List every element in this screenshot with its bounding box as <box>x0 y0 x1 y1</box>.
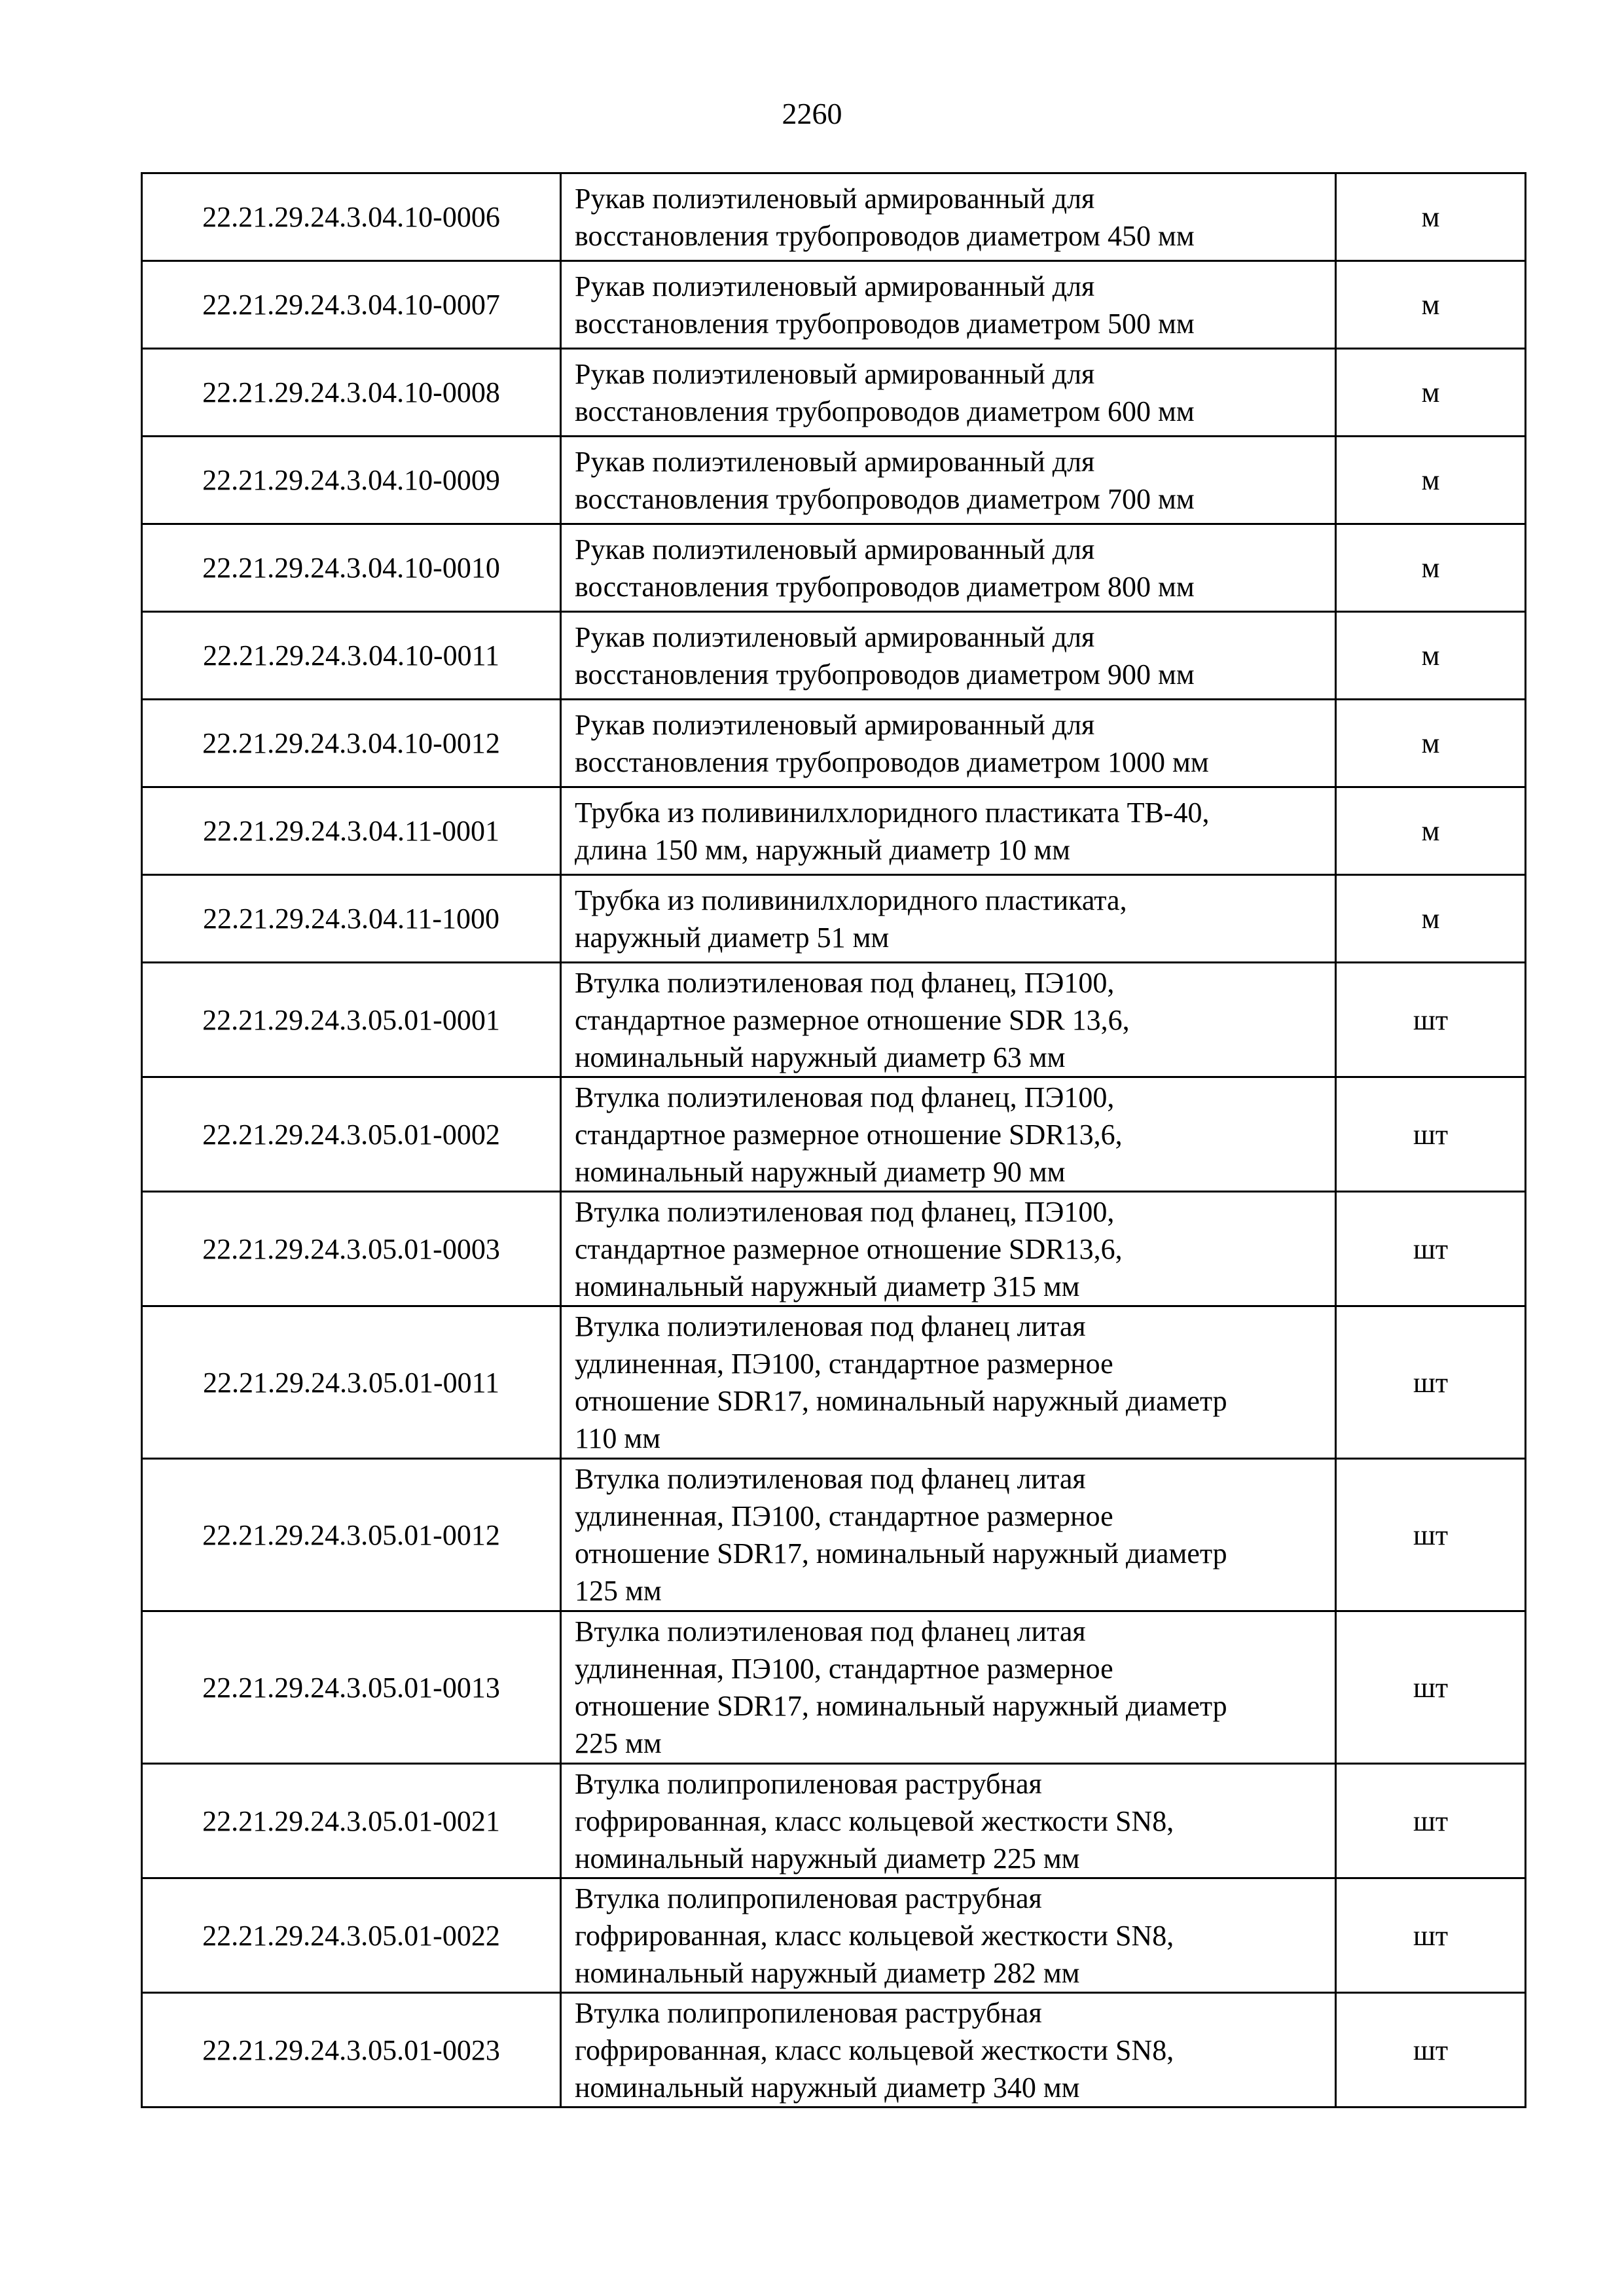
item-unit: м <box>1336 437 1526 524</box>
item-unit: м <box>1336 173 1526 261</box>
item-description-line: восстановления трубопроводов диаметром 1000 мм <box>575 745 1209 778</box>
item-description-line: 125 мм <box>575 1575 662 1607</box>
item-description-line: Втулка полипропиленовая раструбная <box>575 1882 1042 1914</box>
item-description <box>561 1764 1336 1878</box>
item-description <box>561 787 1336 875</box>
item-description-line: восстановления трубопроводов диаметром 500 мм <box>575 307 1195 340</box>
item-description-line: номинальный наружный диаметр 225 мм <box>575 1842 1080 1874</box>
table-row <box>142 700 1526 787</box>
table-row <box>142 1077 1526 1192</box>
item-description-line: гофрированная, класс кольцевой жесткости SN8, <box>575 2034 1174 2066</box>
item-description-line: восстановления трубопроводов диаметром 700 мм <box>575 482 1195 515</box>
item-description-line: Рукав полиэтиленовый армированный для <box>575 620 1095 653</box>
item-code: 22.21.29.24.3.05.01-0023 <box>142 1993 561 2108</box>
item-unit: шт <box>1336 1611 1526 1764</box>
item-code: 22.21.29.24.3.04.11-0001 <box>142 787 561 875</box>
item-description-line: номинальный наружный диаметр 340 мм <box>575 2071 1080 2104</box>
item-description <box>561 963 1336 1077</box>
item-description <box>561 1611 1336 1764</box>
item-description <box>561 700 1336 787</box>
table-row <box>142 349 1526 437</box>
item-code: 22.21.29.24.3.05.01-0021 <box>142 1764 561 1878</box>
item-code: 22.21.29.24.3.05.01-0012 <box>142 1459 561 1611</box>
item-description-line: Рукав полиэтиленовый армированный для <box>575 533 1095 565</box>
table-row <box>142 1878 1526 1993</box>
table-row <box>142 524 1526 612</box>
catalog-table-body <box>142 173 1526 2108</box>
item-description-line: Втулка полиэтиленовая под фланец, ПЭ100, <box>575 966 1115 999</box>
table-row <box>142 1764 1526 1878</box>
item-code: 22.21.29.24.3.04.10-0008 <box>142 349 561 437</box>
item-description <box>561 1878 1336 1993</box>
table-row <box>142 1192 1526 1306</box>
item-description-line: восстановления трубопроводов диаметром 600 мм <box>575 395 1195 427</box>
item-unit: шт <box>1336 1993 1526 2108</box>
item-description-line: гофрированная, класс кольцевой жесткости SN8, <box>575 1804 1174 1837</box>
item-description-line: Рукав полиэтиленовый армированный для <box>575 270 1095 302</box>
item-unit: м <box>1336 261 1526 349</box>
item-description-line: восстановления трубопроводов диаметром 900 мм <box>575 658 1195 691</box>
item-description-line: Втулка полиэтиленовая под фланец литая <box>575 1615 1086 1647</box>
item-description-line: 110 мм <box>575 1422 661 1454</box>
item-unit: м <box>1336 787 1526 875</box>
item-description-line: удлиненная, ПЭ100, стандартное размерное <box>575 1348 1113 1380</box>
item-code: 22.21.29.24.3.05.01-0013 <box>142 1611 561 1764</box>
item-description <box>561 1993 1336 2108</box>
item-description-line: удлиненная, ПЭ100, стандартное размерное <box>575 1653 1113 1685</box>
item-description <box>561 349 1336 437</box>
table-row <box>142 173 1526 261</box>
item-description-line: номинальный наружный диаметр 315 мм <box>575 1270 1080 1302</box>
item-description-line: Трубка из поливинилхлоридного пластиката, <box>575 884 1127 916</box>
item-description-line: стандартное размерное отношение SDR13,6, <box>575 1232 1123 1265</box>
item-unit: м <box>1336 875 1526 963</box>
table-row <box>142 963 1526 1077</box>
item-description-line: Втулка полиэтиленовая под фланец литая <box>575 1463 1086 1495</box>
item-description-line: Трубка из поливинилхлоридного пластиката ТВ-40, <box>575 796 1210 829</box>
item-description <box>561 1192 1336 1306</box>
table-row <box>142 1459 1526 1611</box>
item-code: 22.21.29.24.3.04.10-0007 <box>142 261 561 349</box>
item-description-line: отношение SDR17, номинальный наружный диаметр <box>575 1385 1227 1417</box>
item-unit: м <box>1336 524 1526 612</box>
item-description-line: Рукав полиэтиленовый армированный для <box>575 182 1095 215</box>
item-code: 22.21.29.24.3.04.10-0010 <box>142 524 561 612</box>
item-description <box>561 1306 1336 1459</box>
item-unit: м <box>1336 700 1526 787</box>
item-unit: шт <box>1336 1459 1526 1611</box>
item-description <box>561 437 1336 524</box>
table-row <box>142 1611 1526 1764</box>
item-description-line: Рукав полиэтиленовый армированный для <box>575 708 1095 741</box>
item-description <box>561 1459 1336 1611</box>
item-code: 22.21.29.24.3.04.10-0006 <box>142 173 561 261</box>
item-description-line: Втулка полипропиленовая раструбная <box>575 1996 1042 2029</box>
item-unit: шт <box>1336 1878 1526 1993</box>
table-row <box>142 437 1526 524</box>
page-number: 2260 <box>782 97 842 130</box>
item-unit: шт <box>1336 1192 1526 1306</box>
item-code: 22.21.29.24.3.05.01-0003 <box>142 1192 561 1306</box>
item-description-line: Втулка полиэтиленовая под фланец, ПЭ100, <box>575 1081 1115 1113</box>
item-code: 22.21.29.24.3.05.01-0011 <box>142 1306 561 1459</box>
item-code: 22.21.29.24.3.04.10-0011 <box>142 612 561 700</box>
item-unit: шт <box>1336 963 1526 1077</box>
item-description <box>561 875 1336 963</box>
item-description <box>561 612 1336 700</box>
item-description-line: отношение SDR17, номинальный наружный диаметр <box>575 1690 1227 1722</box>
table-row <box>142 1993 1526 2108</box>
item-description-line: наружный диаметр 51 мм <box>575 921 890 954</box>
table-row <box>142 261 1526 349</box>
item-description-line: удлиненная, ПЭ100, стандартное размерное <box>575 1500 1113 1532</box>
item-code: 22.21.29.24.3.04.11-1000 <box>142 875 561 963</box>
item-description <box>561 173 1336 261</box>
item-unit: шт <box>1336 1306 1526 1459</box>
item-unit: м <box>1336 612 1526 700</box>
item-description-line: длина 150 мм, наружный диаметр 10 мм <box>575 833 1070 866</box>
item-description-line: гофрированная, класс кольцевой жесткости SN8, <box>575 1919 1174 1952</box>
item-description-line: восстановления трубопроводов диаметром 800 мм <box>575 570 1195 603</box>
item-code: 22.21.29.24.3.04.10-0012 <box>142 700 561 787</box>
item-code: 22.21.29.24.3.04.10-0009 <box>142 437 561 524</box>
item-description-line: номинальный наружный диаметр 282 мм <box>575 1956 1080 1989</box>
item-unit: шт <box>1336 1077 1526 1192</box>
item-description <box>561 261 1336 349</box>
item-description-line: стандартное размерное отношение SDR13,6, <box>575 1118 1123 1151</box>
table-row <box>142 612 1526 700</box>
item-code: 22.21.29.24.3.05.01-0002 <box>142 1077 561 1192</box>
item-description-line: Рукав полиэтиленовый армированный для <box>575 445 1095 478</box>
item-code: 22.21.29.24.3.05.01-0001 <box>142 963 561 1077</box>
item-description-line: Втулка полипропиленовая раструбная <box>575 1767 1042 1800</box>
table-row <box>142 787 1526 875</box>
table-row <box>142 1306 1526 1459</box>
item-description-line: стандартное размерное отношение SDR 13,6, <box>575 1003 1130 1036</box>
catalog-table <box>141 172 1526 2108</box>
item-description <box>561 524 1336 612</box>
item-description-line: номинальный наружный диаметр 63 мм <box>575 1041 1066 1073</box>
item-description-line: 225 мм <box>575 1727 662 1759</box>
table-row <box>142 875 1526 963</box>
item-unit: м <box>1336 349 1526 437</box>
item-description-line: Рукав полиэтиленовый армированный для <box>575 357 1095 390</box>
item-description-line: Втулка полиэтиленовая под фланец литая <box>575 1310 1086 1342</box>
item-description <box>561 1077 1336 1192</box>
item-unit: шт <box>1336 1764 1526 1878</box>
item-description-line: восстановления трубопроводов диаметром 450 мм <box>575 219 1195 252</box>
item-description-line: Втулка полиэтиленовая под фланец, ПЭ100, <box>575 1195 1115 1228</box>
item-code: 22.21.29.24.3.05.01-0022 <box>142 1878 561 1993</box>
item-description-line: номинальный наружный диаметр 90 мм <box>575 1155 1066 1188</box>
item-description-line: отношение SDR17, номинальный наружный диаметр <box>575 1537 1227 1570</box>
